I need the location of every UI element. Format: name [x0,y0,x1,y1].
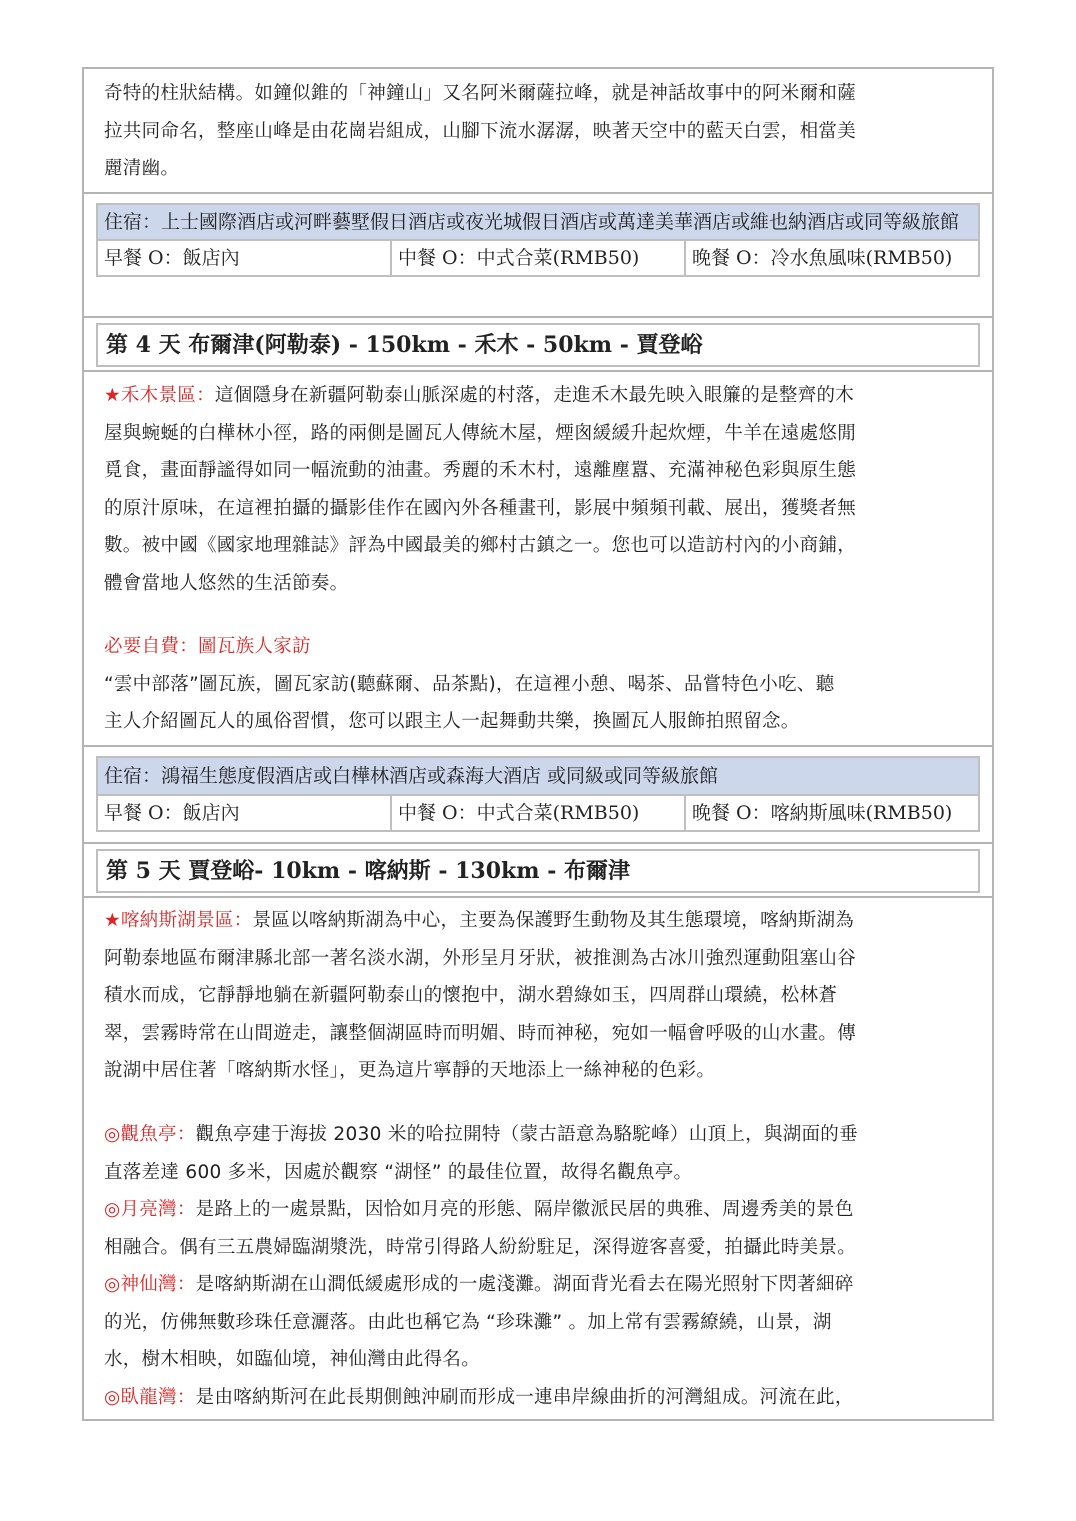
day4-lodging-table [96,756,980,832]
breakfast-cell: 早餐 O：飯店內 [98,796,392,830]
divider [82,896,994,898]
text-line: 翠，雲霧時常在山間遊走，讓整個湖區時而明媚、時而神秘，宛如一幅會呼吸的山水畫。傳 [104,1022,857,1044]
kanas-section [104,902,974,1090]
dinner-cell: 晚餐 O：冷水魚風味(RMB50) [692,247,953,269]
day4-title: 第 4 天 布爾津(阿勒泰) - 150km - 禾木 - 50km - 賈登峪 [96,323,980,367]
text-line: 主人介紹圖瓦人的風俗習慣，您可以跟主人一起舞動共樂，換圖瓦人服飾拍照留念。 [104,711,800,732]
divider [82,842,994,844]
dinner-cell: 晚餐 O：喀納斯風味(RMB50) [692,802,953,824]
divider [82,370,994,372]
meals-row [98,241,978,275]
text-line: 說湖中居住著「喀納斯水怪」，更為這片寧靜的天地添上一絲神秘的色彩。 [104,1060,716,1081]
text-line: 水，樹木相映，如臨仙境，神仙灣由此得名。 [104,1349,481,1370]
optional-label: 必要自費：圖瓦族人家訪 [104,636,311,657]
optional-visit-section [104,628,974,741]
day3-description [104,75,974,188]
text-line: 相融合。偶有三五農婦臨湖漿洗，時常引得路人紛紛駐足，深得遊客喜愛，拍攝此時美景。 [104,1236,857,1258]
text-line: 的原汁原味，在這裡拍攝的攝影佳作在國內外各種畫刊，影展中頻頻刊載、展出，獲獎者無 [104,497,857,519]
text-line: 阿勒泰地區布爾津縣北部一著名淡水湖，外形呈月牙狀，被推測為古冰川強烈運動阻塞山谷 [104,947,857,969]
spot-label: ◎臥龍灣： [104,1386,196,1408]
hemu-section [104,377,974,602]
text-line: ◎神仙灣：是喀納斯湖在山澗低緩處形成的一處淺灘。湖面背光看去在陽光照射下閃著細碎 [104,1274,854,1295]
text-line: ◎臥龍灣：是由喀納斯河在此長期側蝕沖刷而形成一連串岸線曲折的河灣組成。河流在此， [104,1386,854,1408]
text-line: 覓食，畫面靜謐得如同一幅流動的油畫。秀麗的禾木村，遠離塵囂、充滿神秘色彩與原生態 [104,460,857,481]
divider [82,745,994,747]
text-line: 屋與蜿蜒的白樺林小徑，路的兩側是圖瓦人傳統木屋，煙囪緩緩升起炊煙，牛羊在遠處悠閒 [104,422,857,444]
text-line: 體會當地人悠然的生活節奏。 [104,572,349,594]
divider [82,192,994,194]
spots-section [104,1116,974,1416]
day3-lodging-table [96,203,980,277]
lodging-info: 住宿：鴻福生態度假酒店或白樺林酒店或森海大酒店 或同級或同等級旅館 [98,758,978,796]
text-line: 積水而成，它靜靜地躺在新疆阿勒泰山的懷抱中，湖水碧綠如玉，四周群山環繞，松林蒼 [104,985,838,1006]
lunch-cell: 中餐 O：中式合菜(RMB50) [392,241,686,275]
spot-label: ◎觀魚亭： [104,1124,196,1145]
text-line: ◎觀魚亭：觀魚亭建于海拔 2030 米的哈拉開特（蒙古語意為駱駝峰）山頂上，與湖面的垂 [104,1124,858,1145]
lunch-cell: 中餐 O：中式合菜(RMB50) [392,796,686,830]
lodging-info: 住宿：上士國際酒店或河畔藝墅假日酒店或夜光城假日酒店或萬達美華酒店或維也納酒店或同等級旅館 [98,205,978,241]
spot-label: ◎月亮灣： [104,1199,196,1220]
text-line: ◎月亮灣：是路上的一處景點，因恰如月亮的形態、隔岸徽派民居的典雅、周邊秀美的景色 [104,1199,854,1220]
text-line: 數。被中國《國家地理雜誌》評為中國最美的鄉村古鎮之一。您也可以造訪村內的小商鋪， [104,535,857,556]
spot-label: ◎神仙灣： [104,1274,196,1295]
meals-row [98,796,978,830]
text-line: ★喀納斯湖景區：景區以喀納斯湖為中心，主要為保護野生動物及其生態環境，喀納斯湖為 [104,910,855,931]
text-line: 奇特的柱狀結構。如鐘似錐的「神鐘山」又名阿米爾薩拉峰，就是神話故事中的阿米爾和薩 [104,83,857,104]
breakfast-cell: 早餐 O：飯店內 [98,241,392,275]
text-line: 直落差達 600 多米，因處於觀察 “湖怪” 的最佳位置，故得名觀魚亭。 [104,1161,693,1183]
text-line: 的光，仿佛無數珍珠任意灑落。由此也稱它為 “珍珠灘” 。加上常有雲霧繚繞，山景，湖 [104,1311,832,1333]
text-line: ★禾木景區：這個隱身在新疆阿勒泰山脈深處的村落，走進禾木最先映入眼簾的是整齊的木 [104,385,855,406]
hemu-label: ★禾木景區： [104,385,215,406]
divider [82,316,994,318]
text-line: 麗清幽。 [104,158,180,179]
text-line: “雲中部落”圖瓦族，圖瓦家訪(聽蘇爾、品茶點)，在這裡小憩、喝茶、品嘗特色小吃、聽 [104,673,835,695]
text-line: 拉共同命名，整座山峰是由花崗岩組成，山腳下流水潺潺，映著天空中的藍天白雲，相當美 [104,120,857,142]
kanas-label: ★喀納斯湖景區： [104,910,253,931]
day5-title: 第 5 天 賈登峪- 10km - 喀納斯 - 130km - 布爾津 [96,849,980,893]
